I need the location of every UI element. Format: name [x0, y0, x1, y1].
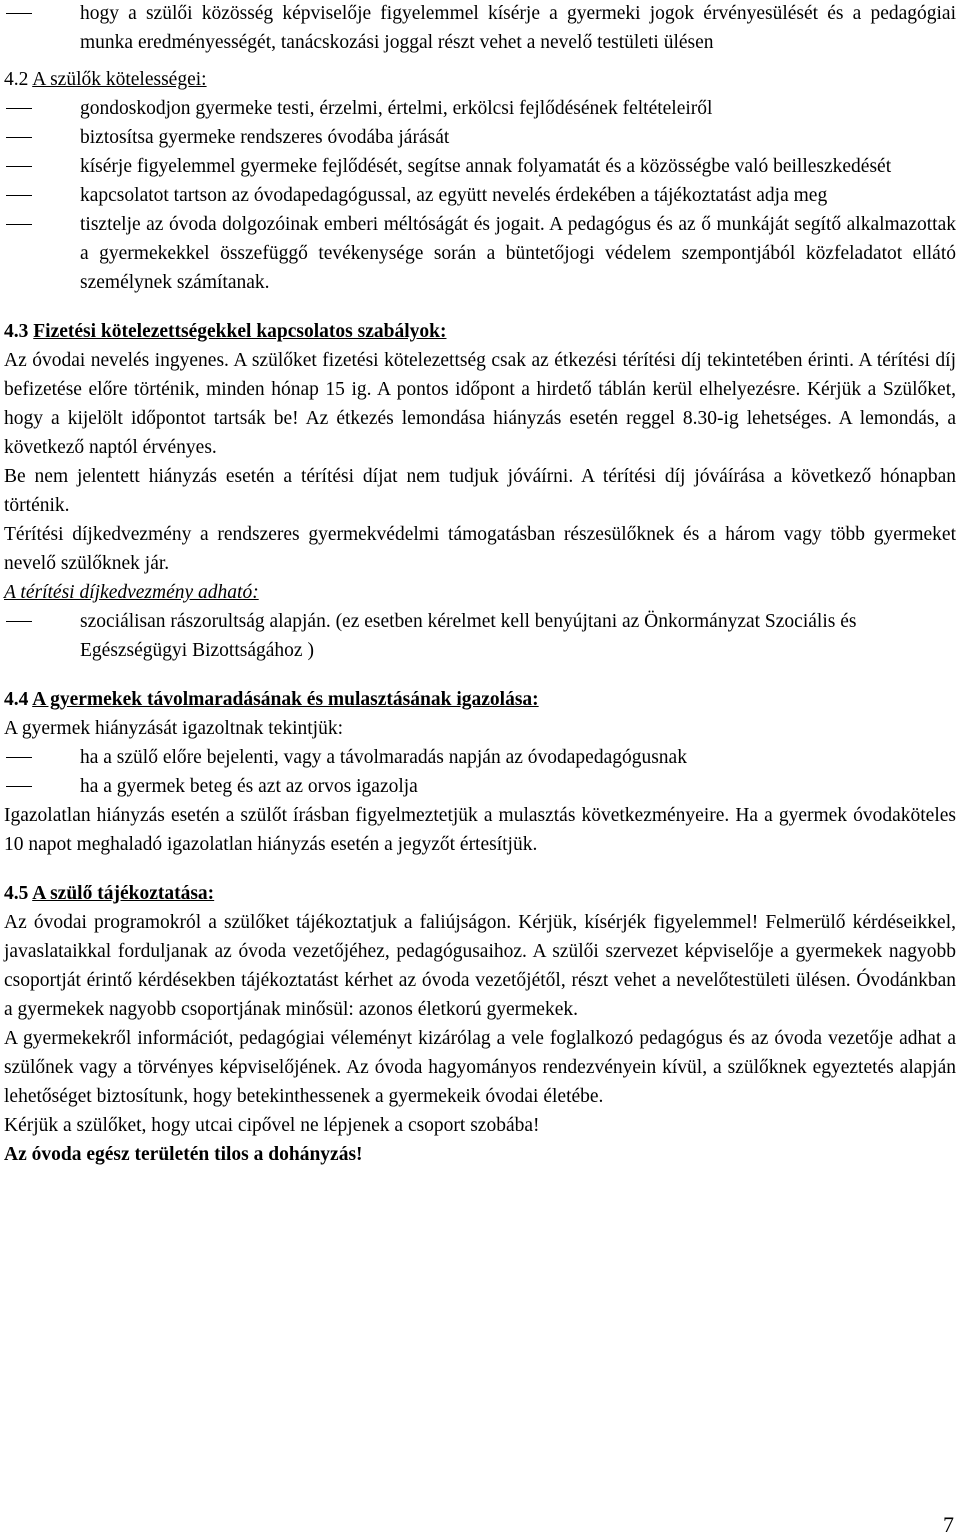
section-title: Fizetési kötelezettségekkel kapcsolatos szabályok: — [33, 321, 447, 342]
list-item-text: gondoskodjon gyermeke testi, érzelmi, értelmi, erkölcsi fejlődésének feltételeiről — [80, 98, 713, 119]
section-heading-4-4 — [4, 685, 956, 714]
page-number: 7 — [943, 1512, 954, 1537]
dash-bullet-icon — [6, 108, 32, 109]
list-item-text: biztosítsa gyermeke rendszeres óvodába járását — [80, 127, 450, 148]
dash-bullet-icon — [6, 757, 32, 758]
section-title: A gyermekek távolmaradásának és mulasztásának igazolása: — [32, 689, 539, 710]
paragraph: A gyermekekről információt, pedagógiai véleményt kizárólag a vele foglalkozó pedagógus és az óvoda vezetője adhat a szülőnek vagy a törvényes képviselőjének. Az óvoda hagyományos rendezvényein kívül, a szülőknek egyeztetés alapján lehetőséget biztosítunk, hogy betekinthessenek a gyermekeik óvodai életébe. — [4, 1028, 956, 1107]
section-number: 4.5 — [4, 883, 29, 904]
dash-bullet-icon — [6, 786, 32, 787]
list-item-text: kísérje figyelemmel gyermeke fejlődését, segítse annak folyamatát és a közösségbe való beilleszkedését — [80, 156, 892, 177]
list-item — [4, 210, 956, 297]
list-item-text: szociálisan rászorultság alapján. (ez esetben kérelmet kell benyújtani az Önkormányzat Szociális és Egészségügyi Bizottságához ) — [80, 611, 857, 661]
list-item-text: ha a szülő előre bejelenti, vagy a távolmaradás napján az óvodapedagógusnak — [80, 747, 687, 768]
section-title: A szülő tájékoztatása: — [32, 883, 215, 904]
list-item — [4, 607, 956, 665]
dash-bullet-icon — [6, 621, 32, 622]
paragraph: Kérjük a szülőket, hogy utcai cipővel ne lépjenek a csoport szobába! — [4, 1115, 540, 1136]
section-number: 4.4 — [4, 689, 29, 710]
warning-text: Az óvoda egész területén tilos a dohányzás! — [4, 1144, 363, 1165]
dash-bullet-icon — [6, 137, 32, 138]
subheading — [4, 578, 956, 607]
list-item-text: kapcsolatot tartson az óvodapedagógussal, az együtt nevelés érdekében a tájékoztatást adja meg — [80, 185, 828, 206]
paragraph: Térítési díjkedvezmény a rendszeres gyermekvédelmi támogatásban részesülőknek és a három vagy több gyermeket nevelő szülőknek jár. — [4, 524, 956, 574]
section-number: 4.3 — [4, 321, 29, 342]
subheading-text: A térítési díjkedvezmény adható: — [4, 582, 259, 603]
list-item — [4, 94, 956, 123]
list-item — [4, 181, 956, 210]
dash-bullet-icon — [6, 166, 32, 167]
list-item — [4, 123, 956, 152]
dash-bullet-icon — [6, 195, 32, 196]
paragraph: A gyermek hiányzását igazoltnak tekintjük: — [4, 718, 343, 739]
list-item-text: tisztelje az óvoda dolgozóinak emberi méltóságát és jogait. A pedagógus és az ő munkáját segítő alkalmazottak a gyermekekkel összefüggő tevékenysége során a büntetőjogi védelem szempontjából közfeladatot ellátó személynek számítanak. — [80, 214, 956, 293]
section-number: 4.2 — [4, 69, 29, 90]
dash-bullet-icon — [6, 224, 32, 225]
list-item — [4, 152, 956, 181]
section-heading-4-2 — [4, 65, 956, 94]
section-title: A szülők kötelességei: — [32, 69, 207, 90]
paragraph: Az óvodai nevelés ingyenes. A szülőket fizetési kötelezettség csak az étkezési térítési díj tekintetében érinti. A térítési díj befizetése előre történik, minden hónap 15 ig. A pontos időpont a hirdető táblán kerül elhelyezésre. Kérjük a Szülőket, hogy a kijelölt időpontot tartsák be! Az étkezés lemondása hiányzás esetén reggel 8.30-ig lehetséges. A lemondás, a következő naptól érvényes. — [4, 350, 956, 458]
list-item — [4, 0, 956, 57]
list-item-text: hogy a szülői közösség képviselője figyelemmel kísérje a gyermeki jogok érvényesülését és a pedagógiai munka eredményességét, tanácskozási joggal részt vehet a nevelő testületi ülésen — [80, 3, 956, 53]
paragraph: Igazolatlan hiányzás esetén a szülőt írásban figyelmeztetjük a mulasztás következményeire. Ha a gyermek óvodaköteles 10 napot meghaladó igazolatlan hiányzás esetén a jegyzőt értesítjük. — [4, 805, 956, 855]
list-item — [4, 743, 956, 772]
document-page — [4, 0, 956, 1169]
list-item — [4, 772, 956, 801]
section-heading-4-5 — [4, 879, 956, 908]
paragraph: Be nem jelentett hiányzás esetén a térítési díjat nem tudjuk jóváírni. A térítési díj jóváírása a következő hónapban történik. — [4, 466, 956, 516]
dash-bullet-icon — [6, 13, 32, 14]
list-item-text: ha a gyermek beteg és azt az orvos igazolja — [80, 776, 418, 797]
paragraph: Az óvodai programokról a szülőket tájékoztatjuk a faliújságon. Kérjük, kísérjék figyelemmel! Felmerülő kérdéseikkel, javaslataikkal forduljanak az óvoda vezetőjéhez, pedagógusaihoz. A szülői szervezet képviselője a gyermekek nagyobb csoportját érintő kérdésekben tájékoztatást kérhet az óvoda vezetőjétől, részt vehet a nevelőtestületi ülésen. Óvodánkban a gyermekek nagyobb csoportjának minősül: azonos életkorú gyermekek. — [4, 912, 956, 1020]
section-heading-4-3 — [4, 317, 956, 346]
